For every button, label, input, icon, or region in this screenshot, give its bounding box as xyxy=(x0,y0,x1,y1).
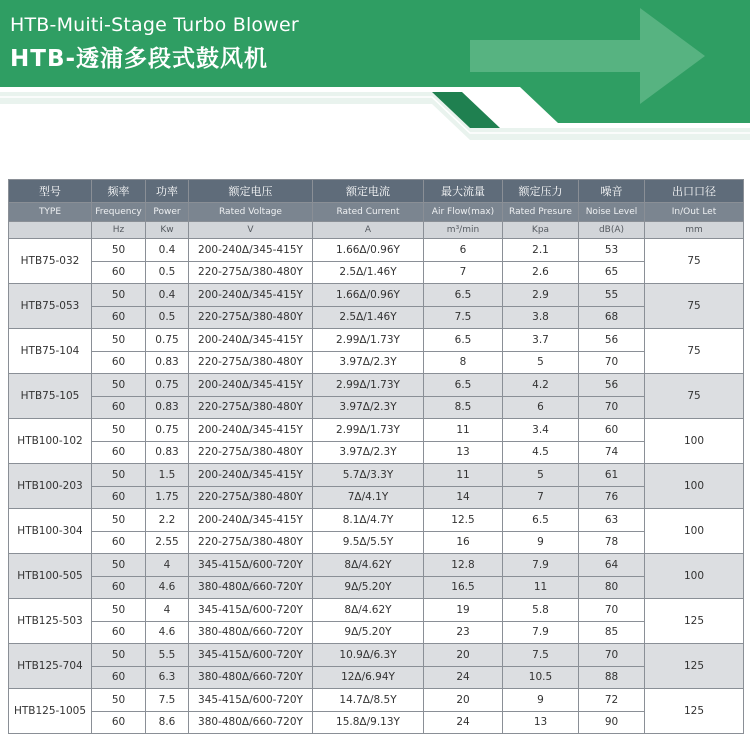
pressure-cell: 7 xyxy=(503,486,579,509)
pressure-cell: 3.8 xyxy=(503,306,579,329)
power-cell: 4 xyxy=(146,554,189,577)
pressure-cell: 4.2 xyxy=(503,374,579,397)
col-header-en: Power xyxy=(146,203,189,222)
table-row xyxy=(9,396,744,419)
airflow-cell: 8 xyxy=(424,351,503,374)
airflow-cell: 20 xyxy=(424,644,503,667)
frequency-cell: 60 xyxy=(92,261,146,284)
current-cell: 2.5Δ/1.46Y xyxy=(313,306,424,329)
model-type-cell: HTB125-704 xyxy=(9,644,92,689)
table-row xyxy=(9,531,744,554)
airflow-cell: 19 xyxy=(424,599,503,622)
header-row-units xyxy=(9,222,744,239)
frequency-cell: 50 xyxy=(92,374,146,397)
model-type-cell: HTB100-102 xyxy=(9,419,92,464)
frequency-cell: 50 xyxy=(92,689,146,712)
model-type-cell: HTB75-032 xyxy=(9,239,92,284)
pressure-cell: 5 xyxy=(503,351,579,374)
table-row xyxy=(9,351,744,374)
col-unit: m³/min xyxy=(424,222,503,239)
col-header-en: TYPE xyxy=(9,203,92,222)
voltage-cell: 200-240Δ/345-415Y xyxy=(189,419,313,442)
frequency-cell: 50 xyxy=(92,644,146,667)
power-cell: 0.75 xyxy=(146,419,189,442)
power-cell: 1.5 xyxy=(146,464,189,487)
voltage-cell: 220-275Δ/380-480Y xyxy=(189,351,313,374)
outlet-size-cell: 125 xyxy=(645,689,744,734)
col-unit xyxy=(9,222,92,239)
noise-cell: 90 xyxy=(579,711,645,734)
voltage-cell: 200-240Δ/345-415Y xyxy=(189,239,313,262)
power-cell: 0.83 xyxy=(146,441,189,464)
airflow-cell: 8.5 xyxy=(424,396,503,419)
table-row xyxy=(9,599,744,622)
power-cell: 5.5 xyxy=(146,644,189,667)
noise-cell: 56 xyxy=(579,374,645,397)
table-row xyxy=(9,711,744,734)
noise-cell: 64 xyxy=(579,554,645,577)
table-row xyxy=(9,509,744,532)
table-row xyxy=(9,329,744,352)
current-cell: 2.99Δ/1.73Y xyxy=(313,374,424,397)
airflow-cell: 23 xyxy=(424,621,503,644)
current-cell: 3.97Δ/2.3Y xyxy=(313,351,424,374)
noise-cell: 88 xyxy=(579,666,645,689)
pressure-cell: 9 xyxy=(503,689,579,712)
airflow-cell: 7 xyxy=(424,261,503,284)
page-title-en: HTB-Muiti-Stage Turbo Blower xyxy=(10,14,299,36)
col-header-cn: 额定电压 xyxy=(189,180,313,203)
noise-cell: 70 xyxy=(579,599,645,622)
frequency-cell: 50 xyxy=(92,239,146,262)
outlet-size-cell: 125 xyxy=(645,599,744,644)
col-header-en: Noise Level xyxy=(579,203,645,222)
airflow-cell: 14 xyxy=(424,486,503,509)
frequency-cell: 60 xyxy=(92,621,146,644)
col-header-cn: 额定电流 xyxy=(313,180,424,203)
col-header-en: Rated Voltage xyxy=(189,203,313,222)
outlet-size-cell: 75 xyxy=(645,284,744,329)
header-row-en xyxy=(9,203,744,222)
pressure-cell: 13 xyxy=(503,711,579,734)
col-unit: Kpa xyxy=(503,222,579,239)
table-row xyxy=(9,576,744,599)
table-row xyxy=(9,419,744,442)
pressure-cell: 2.9 xyxy=(503,284,579,307)
col-header-cn: 额定压力 xyxy=(503,180,579,203)
col-header-cn: 功率 xyxy=(146,180,189,203)
frequency-cell: 60 xyxy=(92,396,146,419)
model-type-cell: HTB100-203 xyxy=(9,464,92,509)
current-cell: 2.99Δ/1.73Y xyxy=(313,419,424,442)
current-cell: 5.7Δ/3.3Y xyxy=(313,464,424,487)
power-cell: 6.3 xyxy=(146,666,189,689)
noise-cell: 74 xyxy=(579,441,645,464)
current-cell: 1.66Δ/0.96Y xyxy=(313,284,424,307)
table-row xyxy=(9,689,744,712)
col-header-cn: 出口口径 xyxy=(645,180,744,203)
current-cell: 9.5Δ/5.5Y xyxy=(313,531,424,554)
header-row-cn xyxy=(9,180,744,203)
voltage-cell: 220-275Δ/380-480Y xyxy=(189,396,313,419)
model-type-cell: HTB75-105 xyxy=(9,374,92,419)
pressure-cell: 7.9 xyxy=(503,554,579,577)
outlet-size-cell: 100 xyxy=(645,419,744,464)
power-cell: 4 xyxy=(146,599,189,622)
voltage-cell: 220-275Δ/380-480Y xyxy=(189,441,313,464)
pressure-cell: 10.5 xyxy=(503,666,579,689)
col-header-cn: 频率 xyxy=(92,180,146,203)
table-row xyxy=(9,621,744,644)
table-row xyxy=(9,441,744,464)
pressure-cell: 6.5 xyxy=(503,509,579,532)
model-type-cell: HTB75-104 xyxy=(9,329,92,374)
airflow-cell: 6.5 xyxy=(424,329,503,352)
frequency-cell: 60 xyxy=(92,351,146,374)
airflow-cell: 24 xyxy=(424,666,503,689)
airflow-cell: 13 xyxy=(424,441,503,464)
table-row xyxy=(9,666,744,689)
airflow-cell: 16 xyxy=(424,531,503,554)
current-cell: 8Δ/4.62Y xyxy=(313,599,424,622)
voltage-cell: 345-415Δ/600-720Y xyxy=(189,644,313,667)
col-unit: Kw xyxy=(146,222,189,239)
voltage-cell: 200-240Δ/345-415Y xyxy=(189,374,313,397)
frequency-cell: 50 xyxy=(92,329,146,352)
pressure-cell: 5.8 xyxy=(503,599,579,622)
airflow-cell: 6.5 xyxy=(424,284,503,307)
noise-cell: 72 xyxy=(579,689,645,712)
voltage-cell: 200-240Δ/345-415Y xyxy=(189,464,313,487)
table-row xyxy=(9,284,744,307)
airflow-cell: 6.5 xyxy=(424,374,503,397)
voltage-cell: 220-275Δ/380-480Y xyxy=(189,306,313,329)
airflow-cell: 12.8 xyxy=(424,554,503,577)
current-cell: 3.97Δ/2.3Y xyxy=(313,441,424,464)
pressure-cell: 7.9 xyxy=(503,621,579,644)
power-cell: 2.2 xyxy=(146,509,189,532)
noise-cell: 55 xyxy=(579,284,645,307)
voltage-cell: 200-240Δ/345-415Y xyxy=(189,329,313,352)
table-row xyxy=(9,464,744,487)
noise-cell: 60 xyxy=(579,419,645,442)
frequency-cell: 60 xyxy=(92,531,146,554)
table-row xyxy=(9,261,744,284)
current-cell: 1.66Δ/0.96Y xyxy=(313,239,424,262)
airflow-cell: 12.5 xyxy=(424,509,503,532)
airflow-cell: 11 xyxy=(424,419,503,442)
table-row xyxy=(9,239,744,262)
col-unit: V xyxy=(189,222,313,239)
noise-cell: 63 xyxy=(579,509,645,532)
outlet-size-cell: 75 xyxy=(645,239,744,284)
table-row xyxy=(9,486,744,509)
voltage-cell: 380-480Δ/660-720Y xyxy=(189,576,313,599)
power-cell: 4.6 xyxy=(146,576,189,599)
current-cell: 15.8Δ/9.13Y xyxy=(313,711,424,734)
noise-cell: 76 xyxy=(579,486,645,509)
pressure-cell: 11 xyxy=(503,576,579,599)
power-cell: 7.5 xyxy=(146,689,189,712)
voltage-cell: 345-415Δ/600-720Y xyxy=(189,689,313,712)
noise-cell: 80 xyxy=(579,576,645,599)
power-cell: 0.4 xyxy=(146,284,189,307)
current-cell: 9Δ/5.20Y xyxy=(313,576,424,599)
frequency-cell: 60 xyxy=(92,306,146,329)
table-row xyxy=(9,644,744,667)
model-type-cell: HTB100-304 xyxy=(9,509,92,554)
voltage-cell: 200-240Δ/345-415Y xyxy=(189,284,313,307)
voltage-cell: 380-480Δ/660-720Y xyxy=(189,711,313,734)
model-type-cell: HTB125-1005 xyxy=(9,689,92,734)
spec-table xyxy=(8,179,744,734)
table-row xyxy=(9,554,744,577)
outlet-size-cell: 75 xyxy=(645,329,744,374)
current-cell: 7Δ/4.1Y xyxy=(313,486,424,509)
current-cell: 2.99Δ/1.73Y xyxy=(313,329,424,352)
frequency-cell: 50 xyxy=(92,464,146,487)
current-cell: 12Δ/6.94Y xyxy=(313,666,424,689)
frequency-cell: 60 xyxy=(92,666,146,689)
noise-cell: 65 xyxy=(579,261,645,284)
frequency-cell: 50 xyxy=(92,419,146,442)
frequency-cell: 60 xyxy=(92,576,146,599)
outlet-size-cell: 125 xyxy=(645,644,744,689)
model-type-cell: HTB125-503 xyxy=(9,599,92,644)
frequency-cell: 60 xyxy=(92,441,146,464)
current-cell: 8Δ/4.62Y xyxy=(313,554,424,577)
noise-cell: 56 xyxy=(579,329,645,352)
airflow-cell: 7.5 xyxy=(424,306,503,329)
noise-cell: 70 xyxy=(579,644,645,667)
frequency-cell: 50 xyxy=(92,509,146,532)
noise-cell: 53 xyxy=(579,239,645,262)
frequency-cell: 50 xyxy=(92,284,146,307)
voltage-cell: 220-275Δ/380-480Y xyxy=(189,531,313,554)
power-cell: 1.75 xyxy=(146,486,189,509)
col-header-cn: 型号 xyxy=(9,180,92,203)
noise-cell: 78 xyxy=(579,531,645,554)
pressure-cell: 2.1 xyxy=(503,239,579,262)
airflow-cell: 20 xyxy=(424,689,503,712)
voltage-cell: 200-240Δ/345-415Y xyxy=(189,509,313,532)
frequency-cell: 50 xyxy=(92,599,146,622)
voltage-cell: 220-275Δ/380-480Y xyxy=(189,261,313,284)
current-cell: 14.7Δ/8.5Y xyxy=(313,689,424,712)
col-unit: A xyxy=(313,222,424,239)
power-cell: 0.75 xyxy=(146,374,189,397)
noise-cell: 70 xyxy=(579,396,645,419)
col-header-cn: 最大流量 xyxy=(424,180,503,203)
noise-cell: 61 xyxy=(579,464,645,487)
power-cell: 0.75 xyxy=(146,329,189,352)
airflow-cell: 11 xyxy=(424,464,503,487)
current-cell: 2.5Δ/1.46Y xyxy=(313,261,424,284)
col-header-cn: 噪音 xyxy=(579,180,645,203)
pressure-cell: 7.5 xyxy=(503,644,579,667)
airflow-cell: 24 xyxy=(424,711,503,734)
col-unit: Hz xyxy=(92,222,146,239)
frequency-cell: 50 xyxy=(92,554,146,577)
pressure-cell: 6 xyxy=(503,396,579,419)
power-cell: 0.83 xyxy=(146,396,189,419)
table-row xyxy=(9,306,744,329)
power-cell: 0.4 xyxy=(146,239,189,262)
voltage-cell: 380-480Δ/660-720Y xyxy=(189,666,313,689)
power-cell: 4.6 xyxy=(146,621,189,644)
airflow-cell: 6 xyxy=(424,239,503,262)
power-cell: 0.5 xyxy=(146,306,189,329)
airflow-cell: 16.5 xyxy=(424,576,503,599)
col-header-en: Frequency xyxy=(92,203,146,222)
pressure-cell: 4.5 xyxy=(503,441,579,464)
frequency-cell: 60 xyxy=(92,711,146,734)
outlet-size-cell: 75 xyxy=(645,374,744,419)
voltage-cell: 345-415Δ/600-720Y xyxy=(189,554,313,577)
noise-cell: 68 xyxy=(579,306,645,329)
col-unit: dB(A) xyxy=(579,222,645,239)
col-header-en: Rated Presure xyxy=(503,203,579,222)
voltage-cell: 345-415Δ/600-720Y xyxy=(189,599,313,622)
pressure-cell: 9 xyxy=(503,531,579,554)
model-type-cell: HTB100-505 xyxy=(9,554,92,599)
col-unit: mm xyxy=(645,222,744,239)
pressure-cell: 3.4 xyxy=(503,419,579,442)
pressure-cell: 2.6 xyxy=(503,261,579,284)
page-title-cn: HTB-透浦多段式鼓风机 xyxy=(10,46,269,72)
col-header-en: Air Flow(max) xyxy=(424,203,503,222)
noise-cell: 85 xyxy=(579,621,645,644)
outlet-size-cell: 100 xyxy=(645,554,744,599)
voltage-cell: 220-275Δ/380-480Y xyxy=(189,486,313,509)
outlet-size-cell: 100 xyxy=(645,509,744,554)
noise-cell: 70 xyxy=(579,351,645,374)
current-cell: 8.1Δ/4.7Y xyxy=(313,509,424,532)
power-cell: 2.55 xyxy=(146,531,189,554)
col-header-en: Rated Current xyxy=(313,203,424,222)
model-type-cell: HTB75-053 xyxy=(9,284,92,329)
power-cell: 0.5 xyxy=(146,261,189,284)
header-banner xyxy=(0,0,750,140)
current-cell: 10.9Δ/6.3Y xyxy=(313,644,424,667)
pressure-cell: 3.7 xyxy=(503,329,579,352)
power-cell: 8.6 xyxy=(146,711,189,734)
col-header-en: In/Out Let xyxy=(645,203,744,222)
table-row xyxy=(9,374,744,397)
current-cell: 9Δ/5.20Y xyxy=(313,621,424,644)
frequency-cell: 60 xyxy=(92,486,146,509)
voltage-cell: 380-480Δ/660-720Y xyxy=(189,621,313,644)
outlet-size-cell: 100 xyxy=(645,464,744,509)
current-cell: 3.97Δ/2.3Y xyxy=(313,396,424,419)
power-cell: 0.83 xyxy=(146,351,189,374)
pressure-cell: 5 xyxy=(503,464,579,487)
